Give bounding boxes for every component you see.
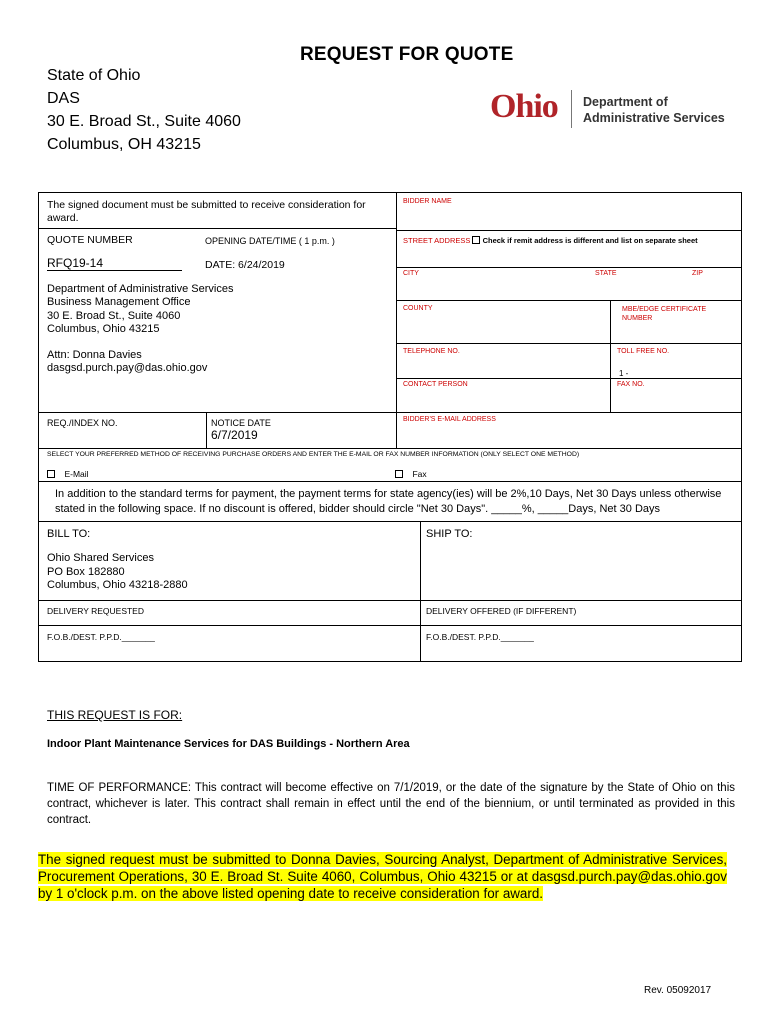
req-index-label: REQ./INDEX NO. bbox=[47, 418, 118, 428]
divider bbox=[38, 521, 742, 522]
bill-line: Columbus, Ohio 43218-2880 bbox=[47, 579, 188, 591]
logo-dept-line: Department of bbox=[583, 95, 668, 109]
delivery-requested-label: DELIVERY REQUESTED bbox=[47, 606, 144, 616]
submission-note bbox=[38, 851, 727, 902]
divider bbox=[38, 412, 396, 413]
email-option-label: E-Mail bbox=[64, 469, 89, 479]
mbe-label: MBE/EDGE CERTIFICATE NUMBER bbox=[622, 306, 707, 322]
fax-checkbox[interactable] bbox=[395, 470, 403, 478]
attn-email: dasgsd.purch.pay@das.ohio.gov bbox=[47, 362, 208, 375]
email-checkbox[interactable] bbox=[47, 470, 55, 478]
notice-date: 6/7/2019 bbox=[211, 428, 258, 442]
agency-address bbox=[47, 64, 241, 156]
bill-to-address bbox=[47, 552, 188, 593]
tollfree-label: TOLL FREE NO. bbox=[617, 348, 670, 355]
logo-dept-line: Administrative Services bbox=[583, 111, 725, 125]
fax-label: FAX NO. bbox=[617, 381, 645, 388]
fob-left: F.O.B./DEST. P.P.D._______ bbox=[47, 632, 155, 642]
address-line: DAS bbox=[47, 90, 80, 107]
office-address bbox=[47, 283, 233, 336]
state-label: STATE bbox=[595, 270, 617, 277]
address-line: State of Ohio bbox=[47, 67, 141, 84]
time-of-performance: TIME OF PERFORMANCE: This contract will become effective on 7/1/2019, or the date of the signature by the State of Ohio on this contract, whichever is later. This contract shall remain in effect until the end of the biennium, or until terminated as provided in this contract. bbox=[47, 782, 735, 826]
fax-option-label: Fax bbox=[412, 469, 427, 479]
office-line: Department of Administrative Services bbox=[47, 283, 234, 295]
delivery-offered-label: DELIVERY OFFERED (IF DIFFERENT) bbox=[426, 606, 577, 616]
city-label: CITY bbox=[403, 270, 419, 277]
divider bbox=[396, 267, 742, 268]
opening-date-label: OPENING DATE/TIME ( 1 p.m. ) bbox=[205, 236, 335, 246]
payment-terms: In addition to the standard terms for payment, the payment terms for state agency(ies) will be 2%,10 Days, Net 30 Days unless otherwise stated in the following space. If no discount is offered, bidder should circle "Net 30 Days". _____%, _____Days, Net 30 Days bbox=[55, 488, 722, 515]
method-instruction: SELECT YOUR PREFERRED METHOD OF RECEIVING PURCHASE ORDERS AND ENTER THE E-MAIL OR FAX NUMBER INFORMATION (ONLY SELECT ONE METHOD) bbox=[47, 451, 580, 458]
bidder-email-label: BIDDER'S E-MAIL ADDRESS bbox=[403, 416, 496, 423]
divider bbox=[38, 625, 742, 626]
contact-person-label: CONTACT PERSON bbox=[403, 381, 468, 388]
divider bbox=[206, 412, 207, 448]
bill-line: PO Box 182880 bbox=[47, 565, 125, 578]
quote-number-label: QUOTE NUMBER bbox=[47, 234, 133, 246]
divider bbox=[420, 521, 421, 662]
email-option[interactable] bbox=[47, 469, 89, 479]
das-logo-text bbox=[583, 94, 725, 126]
address-line: 30 E. Broad St., Suite 4060 bbox=[47, 113, 241, 130]
notice-date-label: NOTICE DATE bbox=[211, 418, 271, 428]
office-line: 30 E. Broad St., Suite 4060 bbox=[47, 309, 181, 322]
ship-to-label: SHIP TO: bbox=[426, 528, 473, 540]
zip-label: ZIP bbox=[692, 270, 703, 277]
divider bbox=[396, 343, 742, 344]
remit-check-label: Check if remit address is different and list on separate sheet bbox=[482, 236, 698, 245]
divider bbox=[396, 412, 742, 413]
divider bbox=[38, 481, 742, 482]
bidder-name-label: BIDDER NAME bbox=[403, 198, 452, 205]
highlighted-text: The signed request must be submitted to Donna Davies, Sourcing Analyst, Department of Administrative Services, Procurement Operations, 30 E. Broad St. Suite 4060, Columbus, Ohio 43215 or at dasgsd.purch.pay@das.ohio.gov by 1 o'clock p.m. on the above listed opening date to receive consideration for award. bbox=[38, 852, 727, 901]
request-heading: THIS REQUEST IS FOR: bbox=[47, 708, 183, 722]
request-subject: Indoor Plant Maintenance Services for DAS Buildings - Northern Area bbox=[47, 738, 410, 750]
divider bbox=[610, 300, 611, 412]
divider bbox=[396, 378, 742, 379]
underline bbox=[47, 270, 182, 271]
bill-line: Ohio Shared Services bbox=[47, 552, 154, 564]
divider bbox=[38, 600, 742, 601]
tollfree-value: 1 - bbox=[619, 369, 629, 378]
rfq-date: DATE: 6/24/2019 bbox=[205, 259, 285, 271]
county-label: COUNTY bbox=[403, 305, 433, 312]
fax-option[interactable] bbox=[395, 469, 427, 479]
office-line: Columbus, Ohio 43215 bbox=[47, 322, 160, 335]
revision-number: Rev. 05092017 bbox=[644, 985, 712, 996]
attn-name: Attn: Donna Davies bbox=[47, 349, 142, 361]
telephone-label: TELEPHONE NO. bbox=[403, 348, 460, 355]
bill-to-label: BILL TO: bbox=[47, 528, 91, 540]
street-address-label: STREET ADDRESS bbox=[403, 236, 471, 245]
office-line: Business Management Office bbox=[47, 296, 191, 309]
divider bbox=[38, 228, 396, 229]
divider bbox=[38, 448, 742, 449]
attention bbox=[47, 349, 207, 376]
fob-right: F.O.B./DEST. P.P.D._______ bbox=[426, 632, 534, 642]
ohio-logo: Ohio bbox=[490, 88, 558, 125]
street-address-field[interactable] bbox=[403, 235, 733, 246]
address-line: Columbus, OH 43215 bbox=[47, 136, 201, 153]
divider bbox=[396, 230, 742, 231]
remit-checkbox[interactable] bbox=[472, 236, 480, 244]
signed-document-note: The signed document must be submitted to receive consideration for award. bbox=[47, 199, 366, 224]
quote-number: RFQ19-14 bbox=[47, 256, 104, 270]
page-title: REQUEST FOR QUOTE bbox=[300, 44, 514, 65]
logo-divider bbox=[571, 90, 572, 128]
divider bbox=[396, 300, 742, 301]
